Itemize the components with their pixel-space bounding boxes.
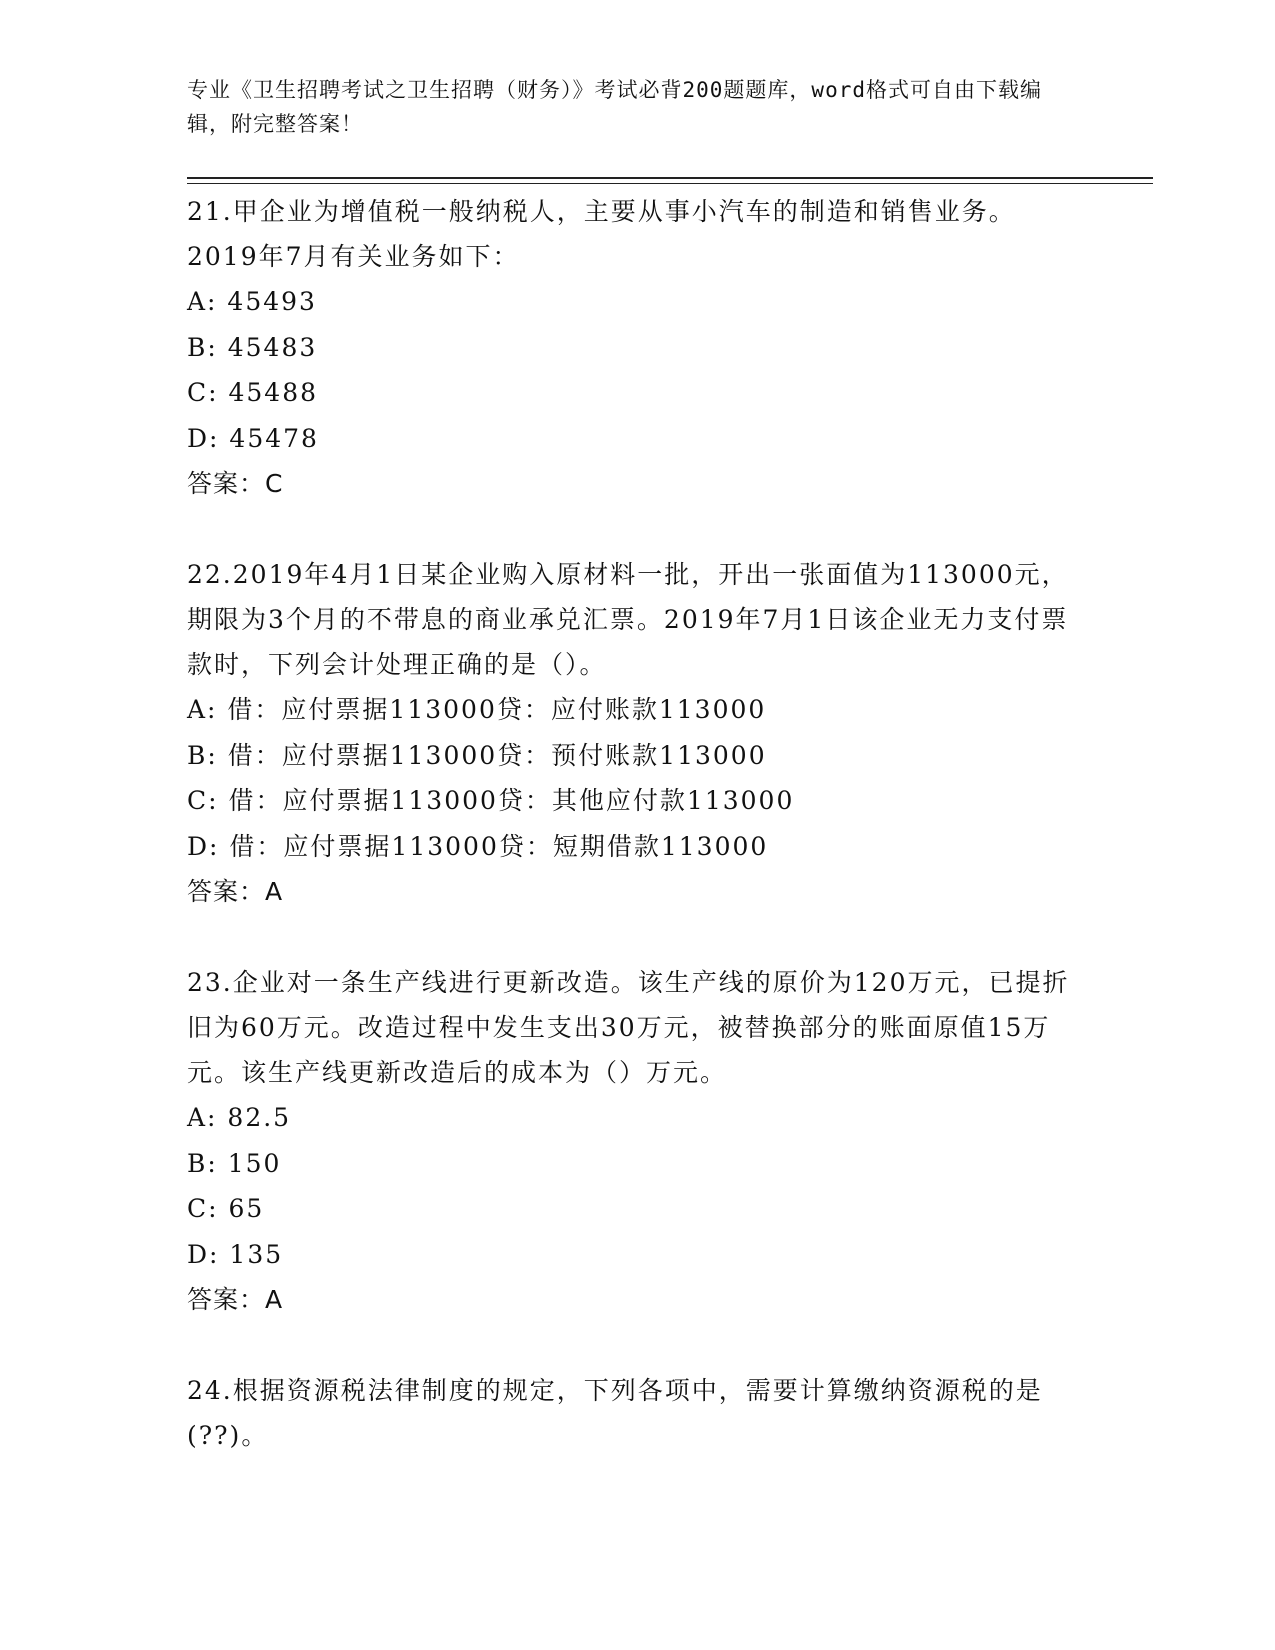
header-divider-thick xyxy=(187,177,1153,179)
question-stem: 23.企业对一条生产线进行更新改造。该生产线的原价为120万元，已提折旧为60万元。改造过程中发生支出30万元，被替换部分的账面原值15万元。该生产线更新改造后的成本为（）万元。 xyxy=(187,968,1070,1087)
question-stem: 21.甲企业为增值税一般纳税人，主要从事小汽车的制造和销售业务。2019年7月有关业务如下： xyxy=(187,197,1016,271)
question-21 xyxy=(187,189,1087,506)
option-c: C: 65 xyxy=(187,1194,265,1223)
option-c: C: 45488 xyxy=(187,378,319,407)
option-d: D: 借：应付票据113000贷：短期借款113000 xyxy=(187,831,769,861)
option-d: D: 45478 xyxy=(187,423,319,453)
question-stem: 24.根据资源税法律制度的规定，下列各项中，需要计算缴纳资源税的是(??)。 xyxy=(187,1376,1043,1450)
document-header: 专业《卫生招聘考试之卫生招聘（财务）》考试必背200题题库，word格式可自由下载编辑，附完整答案！ xyxy=(187,78,1042,136)
option-b: B: 45483 xyxy=(187,332,318,362)
question-23 xyxy=(187,960,1087,1322)
answer: 答案：A xyxy=(187,1285,284,1314)
option-d: D: 135 xyxy=(187,1239,284,1269)
option-b: B: 借：应付票据113000贷：预付账款113000 xyxy=(187,740,767,770)
question-24 xyxy=(187,1368,1087,1458)
option-c: C: 借：应付票据113000贷：其他应付款113000 xyxy=(187,786,795,815)
header-divider-thin xyxy=(187,183,1153,184)
option-a: A: 45493 xyxy=(187,287,317,316)
option-a: A: 82.5 xyxy=(187,1103,292,1132)
answer: 答案：C xyxy=(187,469,284,498)
option-b: B: 150 xyxy=(187,1148,282,1178)
option-a: A: 借：应付票据113000贷：应付账款113000 xyxy=(187,695,767,724)
question-stem: 22.2019年4月1日某企业购入原材料一批，开出一张面值为113000元，期限为3个月的不带息的商业承兑汇票。2019年7月1日该企业无力支付票款时，下列会计处理正确的是（）。 xyxy=(187,560,1069,679)
question-22 xyxy=(187,552,1087,914)
answer: 答案：A xyxy=(187,877,284,906)
